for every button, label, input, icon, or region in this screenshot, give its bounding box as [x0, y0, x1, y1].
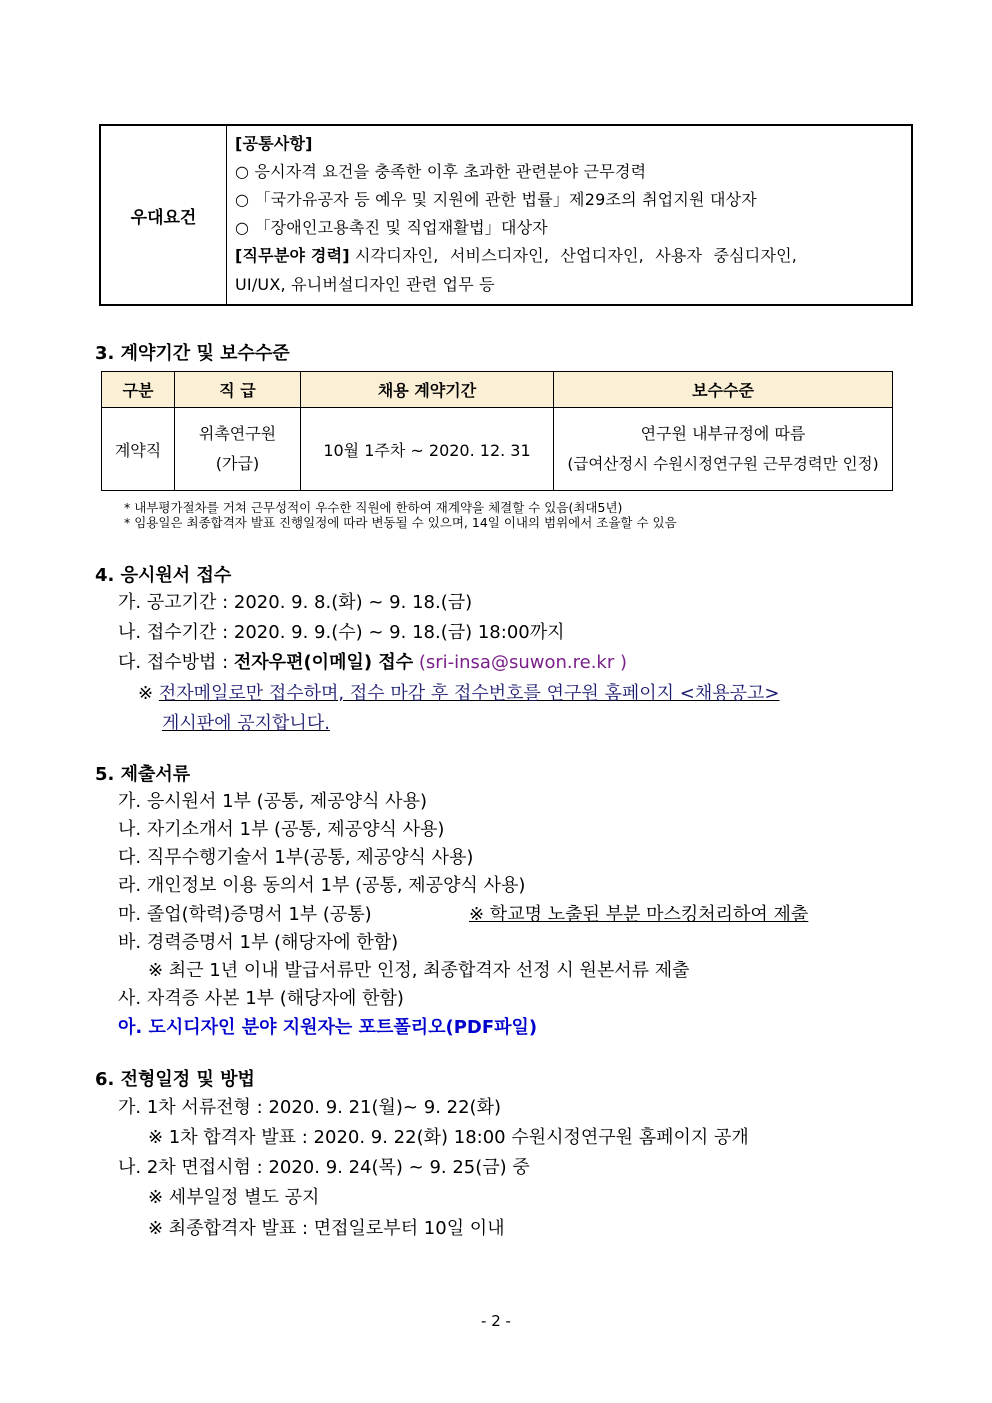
section5-title: 5. 제출서류 — [95, 764, 191, 785]
schedule-item: 가. 1차 서류전형 : 2020. 9. 21(월)~ 9. 22(화) — [118, 1097, 501, 1118]
doc-item: 마. 졸업(학력)증명서 1부 (공통) — [118, 904, 372, 925]
common-item: ○ 응시자격 요건을 충족한 이후 초과한 관련분야 근무경력 — [235, 162, 647, 181]
cell-type: 계약직 — [102, 408, 175, 491]
doc-item: 다. 직무수행기술서 1부(공통, 제공양식 사용) — [118, 847, 474, 868]
receipt-method — [118, 650, 627, 676]
contract-header-row — [102, 372, 893, 408]
preference-label: 우대요건 — [100, 125, 227, 305]
section4-title: 4. 응시원서 접수 — [95, 565, 232, 586]
doc-item: 라. 개인정보 이용 동의서 1부 (공통, 제공양식 사용) — [118, 875, 526, 896]
receipt-email[interactable]: (sri-insa@suwon.re.kr ) — [413, 652, 627, 673]
doc-item: 가. 응시원서 1부 (공통, 제공양식 사용) — [118, 791, 427, 812]
receipt-method-prefix: 다. 접수방법 : — [118, 652, 234, 673]
receipt-method-bold: 전자우편(이메일) 접수 — [233, 652, 414, 673]
doc-note: ※ 최근 1년 이내 발급서류만 인정, 최종합격자 선정 시 원본서류 제출 — [148, 960, 690, 981]
schedule-item: 나. 2차 면접시험 : 2020. 9. 24(목) ~ 9. 25(금) 중 — [118, 1157, 530, 1178]
contract-note: * 임용일은 최종합격자 발표 진행일정에 따라 변동될 수 있으며, 14일 이내의 범위에서 조율할 수 있음 — [124, 515, 677, 530]
header-type: 구분 — [102, 372, 175, 408]
doc-item: 사. 자격증 사본 1부 (해당자에 한함) — [118, 988, 404, 1009]
cell-period: 10월 1주차 ~ 2020. 12. 31 — [301, 408, 554, 491]
contract-note: * 내부평가절차를 거쳐 근무성적이 우수한 직원에 한하여 재계약을 체결할 수 있음(최대5년) — [124, 500, 623, 515]
section6-title: 6. 전형일정 및 방법 — [95, 1069, 255, 1090]
header-grade: 직 급 — [175, 372, 301, 408]
schedule-note: ※ 최종합격자 발표 : 면접일로부터 10일 이내 — [148, 1218, 505, 1239]
common-item: ○ 「장애인고용촉진 및 직업재활법」대상자 — [235, 218, 548, 237]
email-notice — [138, 681, 780, 707]
header-period: 채용 계약기간 — [301, 372, 554, 408]
duty-text: 시각디자인, 서비스디자인, 산업디자인, 사용자 중심디자인, — [355, 246, 798, 265]
duty-text-cont: UI/UX, 유니버설디자인 관련 업무 등 — [235, 275, 495, 294]
receipt-period: 나. 접수기간 : 2020. 9. 9.(수) ~ 9. 18.(금) 18:00까지 — [118, 622, 565, 643]
cell-pay — [554, 408, 893, 491]
duty-line — [235, 242, 903, 270]
header-pay: 보수수준 — [554, 372, 893, 408]
common-header: [공통사항] — [235, 134, 313, 153]
doc-item: 바. 경력증명서 1부 (해당자에 한함) — [118, 932, 399, 953]
preference-table — [99, 124, 913, 306]
section3-title: 3. 계약기간 및 보수수준 — [95, 343, 290, 364]
schedule-note: ※ 1차 합격자 발표 : 2020. 9. 22(화) 18:00 수원시정연구원 홈페이지 공개 — [148, 1127, 749, 1148]
duty-header: [직무분야 경력] — [235, 246, 350, 265]
pay-line2: (급여산정시 수원시정연구원 근무경력만 인정) — [567, 455, 879, 473]
cell-grade — [175, 408, 301, 491]
page-number: - 2 - — [481, 1312, 511, 1330]
doc-item: 나. 자기소개서 1부 (공통, 제공양식 사용) — [118, 819, 445, 840]
schedule-note: ※ 세부일정 별도 공지 — [148, 1187, 320, 1208]
notice-period: 가. 공고기간 : 2020. 9. 8.(화) ~ 9. 18.(금) — [118, 592, 473, 613]
preference-content — [227, 125, 913, 305]
grade-line1: 위촉연구원 — [198, 424, 277, 443]
mask-note: ※ 학교명 노출된 부분 마스킹처리하여 제출 — [469, 904, 809, 925]
grade-line2: (가급) — [215, 454, 260, 473]
contract-table — [101, 371, 893, 491]
common-item: ○ 「국가유공자 등 예우 및 지원에 관한 법률」제29조의 취업지원 대상자 — [235, 190, 757, 209]
notice-line1: 전자메일로만 접수하며, 접수 마감 후 접수번호를 연구원 홈페이지 <채용공고> — [158, 683, 780, 704]
doc-item-portfolio: 아. 도시디자인 분야 지원자는 포트폴리오(PDF파일) — [118, 1017, 538, 1038]
pay-line1: 연구원 내부규정에 따름 — [640, 424, 806, 443]
notice-line2: 게시판에 공지합니다. — [162, 713, 330, 734]
contract-row — [102, 408, 893, 491]
notice-mark: ※ — [138, 683, 154, 704]
